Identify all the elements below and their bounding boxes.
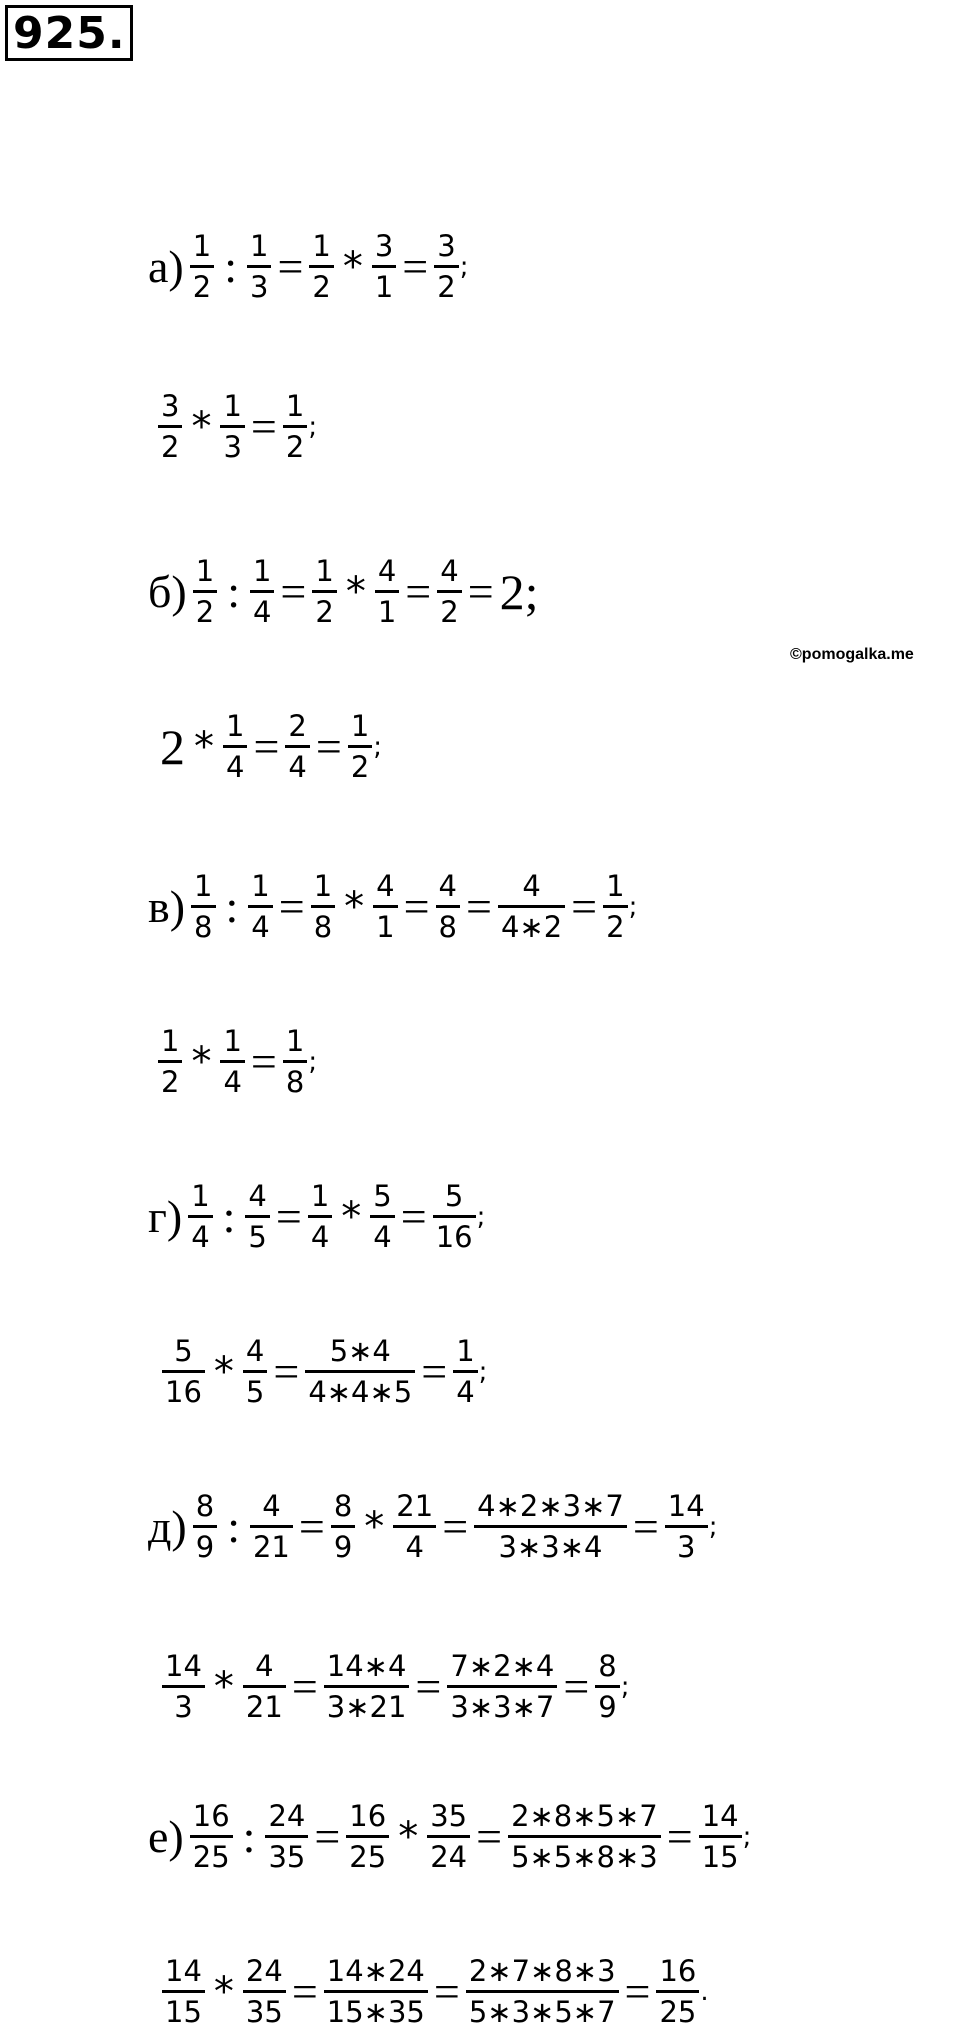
multiply-sign: * [213,1663,234,1710]
fraction [434,230,458,303]
denominator: 2 [312,270,331,304]
fraction [250,555,274,628]
task-number-box [5,5,133,61]
denominator: 8 [285,1065,305,1099]
denominator: 5∗3∗5∗7 [468,1995,616,2029]
equals-sign: = [666,1811,693,1862]
numerator: 7∗2∗4 [450,1649,555,1683]
equals-sign: = [291,1966,318,2017]
denominator: 4 [252,595,272,629]
fraction [243,1650,286,1723]
multiply-sign: * [213,1348,234,1395]
item-label: а) [148,241,184,292]
fraction [305,1335,415,1408]
fraction [193,555,217,628]
fraction [250,1490,293,1563]
punctuation: ; [373,731,383,762]
fraction [453,1335,477,1408]
equals-sign: = [421,1346,448,1397]
equation-line [162,1955,709,2028]
numerator: 1 [285,389,305,423]
numerator: 1 [315,554,334,588]
numerator: 8 [598,1649,617,1683]
fraction [331,1490,355,1563]
equals-sign: = [466,881,492,932]
punctuation: ; [476,1201,486,1232]
numerator: 4 [376,869,395,903]
denominator: 25 [192,1840,230,1874]
fraction [243,1335,267,1408]
denominator: 35 [268,1840,306,1874]
equals-sign: = [403,881,430,932]
numerator: 1 [192,229,212,263]
numerator: 4 [245,1334,265,1368]
multiply-sign: * [341,1193,362,1240]
fraction [324,1650,410,1723]
equals-sign: = [273,1346,300,1397]
numerator: 16 [349,1799,387,1833]
numerator: 2∗8∗5∗7 [511,1799,658,1833]
denominator: 8 [313,910,333,944]
fraction [427,1800,470,1873]
fraction [220,390,244,463]
numerator: 4 [440,554,459,588]
equals-sign: = [405,566,432,617]
punctuation: ; [742,1821,752,1852]
denominator: 3 [249,270,269,304]
integer-value: 2; [499,563,539,620]
equals-sign: = [314,1811,341,1862]
punctuation: ; [628,891,638,922]
equals-sign: = [476,1811,503,1862]
equation-line [160,710,382,783]
fraction [265,1800,308,1873]
fraction [375,555,399,628]
fraction [158,1025,182,1098]
numerator: 1 [350,709,370,743]
numerator: 1 [223,1024,242,1058]
denominator: 15 [165,1995,202,2029]
numerator: 1 [195,554,215,588]
equals-sign: = [298,1501,325,1552]
equals-sign: = [277,241,304,292]
denominator: 2 [285,430,305,464]
denominator: 25 [659,1995,697,2029]
numerator: 1 [161,1024,180,1058]
denominator: 3 [174,1690,193,1724]
denominator: 8 [194,910,213,944]
watermark: ©pomogalka.me [790,646,914,663]
numerator: 1 [223,389,242,423]
numerator: 3 [161,389,180,423]
denominator: 4 [223,1065,242,1099]
divide-sign: : [227,566,240,617]
denominator: 4 [191,1220,210,1254]
denominator: 2 [350,750,370,784]
fraction [245,1180,269,1253]
numerator: 5∗4 [329,1334,391,1368]
denominator: 25 [349,1840,387,1874]
fraction [162,1335,205,1408]
numerator: 3 [374,229,394,263]
numerator: 4 [438,869,457,903]
equation-line [162,1335,487,1408]
denominator: 3 [677,1530,696,1564]
fraction [603,870,627,943]
equals-sign: = [402,241,429,292]
fraction [466,1955,619,2028]
denominator: 2 [161,1065,180,1099]
equals-sign: = [632,1501,659,1552]
fraction [193,1490,217,1563]
equation-line [148,1490,717,1563]
multiply-sign: * [344,883,365,930]
fraction [699,1800,742,1873]
equation-line [148,870,637,943]
numerator: 3 [437,229,456,263]
fraction [474,1490,627,1563]
equation-line [148,230,468,303]
fraction [436,870,460,943]
equals-sign: = [253,721,280,772]
equation-line [148,555,539,628]
numerator: 1 [606,869,625,903]
equation-line [148,1180,485,1253]
equals-sign: = [563,1661,590,1712]
equals-sign: = [571,881,598,932]
denominator: 2 [195,595,215,629]
denominator: 2 [437,270,456,304]
equals-sign: = [278,881,305,932]
denominator: 2 [192,270,212,304]
fraction [223,710,247,783]
denominator: 24 [430,1840,468,1874]
equals-sign: = [315,721,342,772]
denominator: 35 [245,1995,283,2029]
fraction [372,230,396,303]
fraction [433,1180,476,1253]
denominator: 16 [435,1220,473,1254]
numerator: 35 [430,1799,468,1833]
fraction [498,870,565,943]
divide-sign: : [225,881,239,932]
fraction [283,1025,307,1098]
denominator: 4 [456,1375,475,1409]
fraction [348,710,372,783]
task-number: 925. [13,8,126,59]
numerator: 14 [165,1954,202,1988]
numerator: 1 [251,869,270,903]
divide-sign: : [242,1811,256,1862]
numerator: 1 [191,1179,210,1213]
numerator: 1 [456,1334,475,1368]
multiply-sign: * [191,1038,212,1085]
fraction [158,390,182,463]
fraction [393,1490,436,1563]
fraction [190,1800,233,1873]
numerator: 24 [268,1799,306,1833]
numerator: 14 [667,1489,705,1523]
multiply-sign: * [213,1968,234,2015]
denominator: 2 [606,910,625,944]
numerator: 24 [245,1954,283,1988]
denominator: 9 [598,1690,617,1724]
denominator: 2 [315,595,334,629]
fraction [285,710,309,783]
numerator: 5 [174,1334,193,1368]
multiply-sign: * [191,403,212,450]
fraction [190,230,214,303]
numerator: 8 [195,1489,215,1523]
denominator: 1 [376,910,395,944]
numerator: 14 [701,1799,739,1833]
equals-sign: = [250,401,277,452]
denominator: 5 [248,1220,267,1254]
equals-sign: = [415,1661,442,1712]
numerator: 16 [659,1954,697,1988]
divide-sign: : [224,241,237,292]
punctuation: ; [620,1671,630,1702]
fraction [346,1800,389,1873]
denominator: 21 [245,1690,283,1724]
fraction [437,555,461,628]
numerator: 2∗7∗8∗3 [468,1954,616,1988]
equals-sign: = [442,1501,469,1552]
numerator: 1 [313,869,333,903]
denominator: 16 [165,1375,202,1409]
numerator: 4 [248,1179,267,1213]
fraction [656,1955,699,2028]
numerator: 1 [312,229,331,263]
denominator: 9 [195,1530,215,1564]
item-label: г) [148,1191,183,1242]
denominator: 4 [310,1220,330,1254]
fraction [595,1650,619,1723]
fraction [508,1800,661,1873]
numerator: 4 [377,554,397,588]
denominator: 8 [438,910,457,944]
denominator: 2 [440,595,459,629]
fraction [370,1180,394,1253]
fraction [188,1180,212,1253]
fraction [162,1955,205,2028]
denominator: 3∗21 [326,1690,407,1724]
denominator: 3∗3∗4 [498,1530,603,1564]
numerator: 14∗24 [326,1954,425,1988]
denominator: 4 [288,750,307,784]
multiply-sign: * [194,723,214,770]
denominator: 4 [405,1530,424,1564]
denominator: 3∗3∗7 [450,1690,555,1724]
denominator: 9 [333,1530,353,1564]
equals-sign: = [400,1191,427,1242]
numerator: 14 [165,1649,202,1683]
denominator: 3 [223,430,242,464]
numerator: 4∗2∗3∗7 [477,1489,624,1523]
fraction [308,1180,332,1253]
numerator: 1 [310,1179,330,1213]
fraction [220,1025,244,1098]
equation-line [158,390,317,463]
equals-sign: = [280,566,307,617]
denominator: 4∗4∗5 [308,1375,413,1409]
denominator: 4∗2 [500,910,563,944]
fraction [247,230,271,303]
divide-sign: : [227,1501,240,1552]
numerator: 4 [522,869,541,903]
numerator: 1 [252,554,272,588]
fraction [162,1650,205,1723]
punctuation: ; [308,411,318,442]
numerator: 1 [249,229,269,263]
equation-line [162,1650,630,1723]
integer-value: 2 [160,718,185,775]
item-label: в) [148,881,186,932]
fraction [283,390,307,463]
denominator: 21 [252,1530,290,1564]
item-label: е) [148,1811,184,1862]
numerator: 1 [194,869,213,903]
numerator: 4 [255,1649,274,1683]
multiply-sign: * [342,243,363,290]
numerator: 5 [444,1179,464,1213]
equals-sign: = [250,1036,277,1087]
punctuation: ; [478,1356,488,1387]
punctuation: . [700,1976,709,2007]
denominator: 4 [373,1220,392,1254]
equals-sign: = [433,1966,460,2017]
equals-sign: = [275,1191,302,1242]
denominator: 1 [377,595,397,629]
denominator: 2 [161,430,180,464]
equals-sign: = [291,1661,318,1712]
equals-sign: = [624,1966,651,2017]
numerator: 2 [288,709,307,743]
multiply-sign: * [345,568,366,615]
fraction [324,1955,428,2028]
numerator: 1 [285,1024,305,1058]
denominator: 4 [251,910,270,944]
denominator: 15∗35 [326,1995,425,2029]
punctuation: ; [459,251,469,282]
denominator: 1 [374,270,394,304]
denominator: 15 [701,1840,739,1874]
numerator: 8 [333,1489,353,1523]
fraction [665,1490,708,1563]
equation-line [158,1025,317,1098]
fraction [248,870,272,943]
multiply-sign: * [398,1813,419,1860]
fraction [311,870,335,943]
equation-line [148,1800,751,1873]
denominator: 4 [226,750,245,784]
fraction [373,870,397,943]
numerator: 16 [192,1799,230,1833]
numerator: 4 [262,1489,281,1523]
denominator: 5∗5∗8∗3 [511,1840,658,1874]
fraction [309,230,333,303]
numerator: 14∗4 [326,1649,407,1683]
numerator: 21 [396,1489,434,1523]
denominator: 5 [245,1375,265,1409]
fraction [447,1650,557,1723]
fraction [243,1955,286,2028]
punctuation: ; [308,1046,318,1077]
multiply-sign: * [364,1503,385,1550]
item-label: д) [148,1501,187,1552]
fraction [312,555,336,628]
fraction [191,870,215,943]
numerator: 1 [226,709,245,743]
divide-sign: : [222,1191,236,1242]
item-label: б) [148,566,187,617]
numerator: 5 [373,1179,392,1213]
punctuation: ; [708,1511,718,1542]
equals-sign: = [467,566,494,617]
